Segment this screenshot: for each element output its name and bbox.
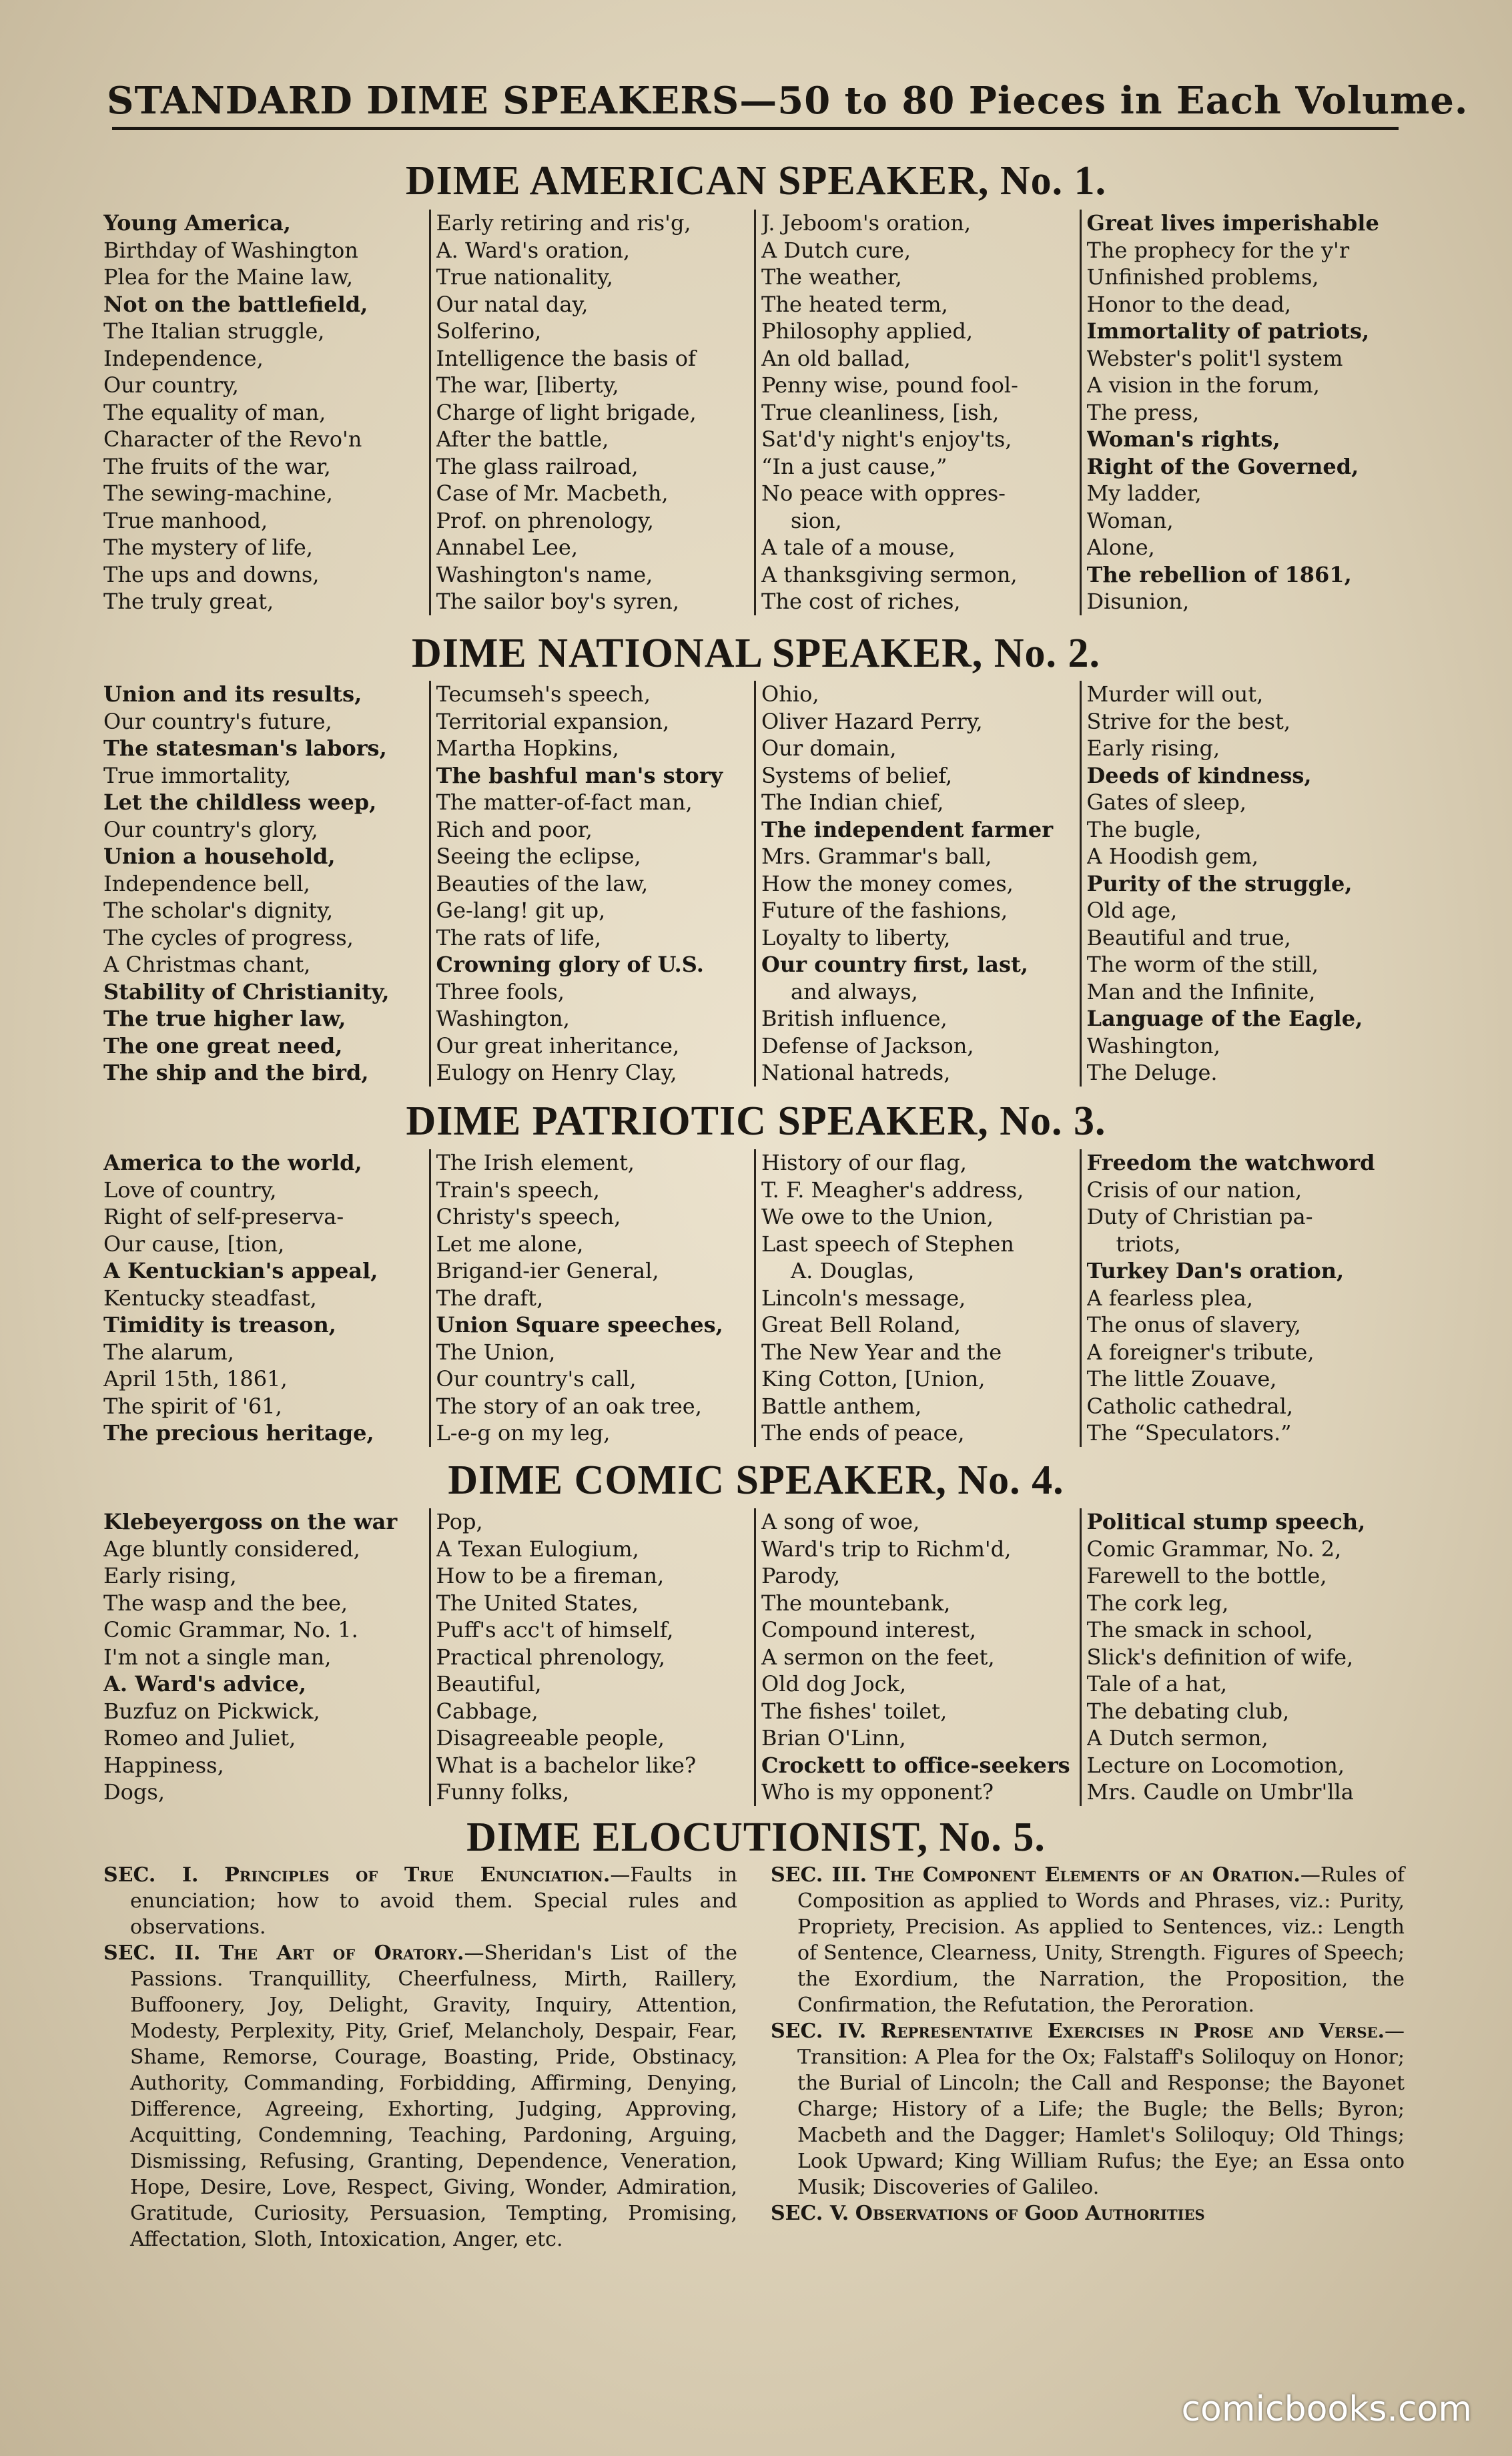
list-item: The scholar's dignity, xyxy=(103,898,334,923)
list-item: The spirit of '61, xyxy=(103,1393,282,1419)
list-item: Mrs. Grammar's ball, xyxy=(761,844,992,869)
list-item: The sewing-machine, xyxy=(103,481,333,506)
list-item: The alarum, xyxy=(103,1339,234,1365)
list-item: Independence bell, xyxy=(103,870,310,896)
column-1 xyxy=(103,1149,429,1447)
list-item: True immortality, xyxy=(103,762,292,788)
list-item: Washington's name, xyxy=(436,561,653,587)
list-item: Martha Hopkins, xyxy=(436,735,619,761)
list-item: Penny wise, pound fool- xyxy=(761,372,1018,398)
elocution-section xyxy=(771,2200,1405,2226)
list-item: Systems of belief, xyxy=(761,762,953,788)
list-item: Cabbage, xyxy=(436,1698,538,1724)
list-item: The mystery of life, xyxy=(103,535,313,560)
list-item: The fruits of the war, xyxy=(103,453,331,479)
section-label: SEC. I. xyxy=(103,1863,199,1887)
list-item: Eulogy on Henry Clay, xyxy=(436,1060,677,1085)
list-item: Character of the Revo'n xyxy=(103,426,362,452)
list-item: The prophecy for the y'r xyxy=(1086,237,1350,263)
list-item: Our country first, last, xyxy=(761,952,1028,977)
section-title-5: DIME ELOCUTIONIST, No. 5. xyxy=(466,1815,1046,1860)
list-item: Last speech of Stephen xyxy=(761,1231,1014,1257)
list-item: No peace with oppres- xyxy=(761,481,1006,506)
list-item: Alone, xyxy=(1086,535,1155,560)
elocution-section xyxy=(771,1862,1405,2018)
column-1 xyxy=(103,681,429,1087)
list-item: Who is my opponent? xyxy=(761,1779,994,1805)
section-4-list xyxy=(103,1508,1405,1806)
list-item: Funny folks, xyxy=(436,1779,570,1805)
list-item: The rebellion of 1861, xyxy=(1086,561,1352,587)
list-item: The true higher law, xyxy=(103,1006,346,1031)
column-1 xyxy=(103,1508,429,1806)
list-item: Beautiful, xyxy=(436,1671,542,1697)
list-item: Farewell to the bottle, xyxy=(1086,1563,1327,1588)
section-label: SEC. V. xyxy=(771,2202,849,2225)
list-item: Disunion, xyxy=(1086,589,1190,614)
list-item: The story of an oak tree, xyxy=(436,1393,702,1419)
list-item: The cork leg, xyxy=(1086,1590,1229,1616)
list-item: Our country, xyxy=(103,372,239,398)
list-item: My ladder, xyxy=(1086,481,1202,506)
list-item: A. Ward's advice, xyxy=(103,1671,307,1697)
elocutionist-right-column xyxy=(771,1862,1405,2252)
list-item: Crisis of our nation, xyxy=(1086,1177,1302,1203)
column-2 xyxy=(429,1149,755,1447)
list-item: The rats of life, xyxy=(436,924,602,950)
list-item: Rich and poor, xyxy=(436,816,593,842)
list-item: Christy's speech, xyxy=(436,1204,621,1229)
list-item: Right of the Governed, xyxy=(1086,453,1359,479)
list-item: National hatreds, xyxy=(761,1060,951,1085)
list-item: Solferino, xyxy=(436,318,542,344)
list-item: A. Ward's oration, xyxy=(436,237,631,263)
column-3 xyxy=(754,681,1080,1087)
list-item: Let me alone, xyxy=(436,1231,584,1257)
list-item: The glass railroad, xyxy=(436,453,639,479)
list-item: The fishes' toilet, xyxy=(761,1698,948,1724)
list-item: The United States, xyxy=(436,1590,639,1616)
list-item: The Union, xyxy=(436,1339,556,1365)
list-item: British influence, xyxy=(761,1006,948,1031)
list-item: Great lives imperishable xyxy=(1086,210,1379,236)
list-item: Gates of sleep, xyxy=(1086,790,1246,815)
list-item: A Christmas chant, xyxy=(103,952,311,977)
section-heading: Representative Exercises in Prose and Verse. xyxy=(880,2020,1385,2043)
column-4 xyxy=(1080,1149,1405,1447)
list-item: Deeds of kindness, xyxy=(1086,762,1312,788)
list-item: Brigand-ier General, xyxy=(436,1258,659,1283)
list-item: Annabel Lee, xyxy=(436,535,579,560)
section-1-list xyxy=(103,210,1405,615)
list-item: King Cotton, [Union, xyxy=(761,1366,986,1392)
list-item: The ups and downs, xyxy=(103,561,320,587)
list-item: The mountebank, xyxy=(761,1590,951,1616)
list-item: Murder will out, xyxy=(1086,681,1264,707)
list-item: Practical phrenology, xyxy=(436,1644,666,1670)
list-item: Our cause, [tion, xyxy=(103,1231,285,1257)
list-item: How the money comes, xyxy=(761,870,1014,896)
list-item: Right of self-preserva- xyxy=(103,1204,344,1229)
list-item: After the battle, xyxy=(436,426,609,452)
list-item: Early rising, xyxy=(1086,735,1220,761)
list-item: A thanksgiving sermon, xyxy=(761,561,1018,587)
list-item: Love of country, xyxy=(103,1177,277,1203)
list-item: Puff's acc't of himself, xyxy=(436,1617,674,1642)
elocution-section xyxy=(103,1862,737,1940)
list-item: The weather, xyxy=(761,264,902,290)
list-item: Union a household, xyxy=(103,844,336,869)
list-item: The bugle, xyxy=(1086,816,1202,842)
list-item: The wasp and the bee, xyxy=(103,1590,348,1616)
list-item: Ward's trip to Richm'd, xyxy=(761,1536,1012,1562)
section-2-list xyxy=(103,681,1405,1087)
list-item: A fearless plea, xyxy=(1086,1285,1254,1311)
list-item: Kentucky steadfast, xyxy=(103,1285,317,1311)
list-item: The one great need, xyxy=(103,1032,343,1058)
list-item: Lecture on Locomotion, xyxy=(1086,1752,1345,1778)
list-item: The smack in school, xyxy=(1086,1617,1313,1642)
list-item: Union Square speeches, xyxy=(436,1312,723,1337)
list-item: Mrs. Caudle on Umbr'lla xyxy=(1086,1779,1354,1805)
list-item: The bashful man's story xyxy=(436,762,723,788)
list-item: Battle anthem, xyxy=(761,1393,922,1419)
section-body: —Transition: A Plea for the Ox; Falstaff's Soliloquy on Honor; the Burial of Lincoln; the Call and Response; the Bayonet Charge; History of a Life; the Bugle; the Bells; Byron; Macbeth and the Dagger; Hamlet's Soliloquy; Old Things; Look Upward; King William Rufus; the Eye; an Essa onto Musik; Discoveries of Galileo. xyxy=(797,2020,1405,2199)
list-item: Compound interest, xyxy=(761,1617,977,1642)
list-item: Our great inheritance, xyxy=(436,1032,680,1058)
list-item: The worm of the still, xyxy=(1086,952,1319,977)
list-item: A Dutch cure, xyxy=(761,237,911,263)
list-item: The statesman's labors, xyxy=(103,735,387,761)
list-item: Comic Grammar, No. 2, xyxy=(1086,1536,1342,1562)
list-item: The Italian struggle, xyxy=(103,318,325,344)
list-item: Seeing the eclipse, xyxy=(436,844,641,869)
list-item: Three fools, xyxy=(436,978,564,1004)
column-3 xyxy=(754,1149,1080,1447)
list-item: The Indian chief, xyxy=(761,790,944,815)
column-2 xyxy=(429,210,755,615)
list-item: Independence, xyxy=(103,345,264,371)
list-item: Young America, xyxy=(103,210,291,236)
section-3-list xyxy=(103,1149,1405,1447)
list-item: Crockett to office-seekers xyxy=(761,1752,1070,1778)
list-item: Intelligence the basis of xyxy=(436,345,696,371)
list-item: Our country's call, xyxy=(436,1366,637,1392)
list-item: Old dog Jock, xyxy=(761,1671,907,1697)
section-body: —Sheridan's List of the Passions. Tranquillity, Cheerfulness, Mirth, Raillery, Buffoonery, Joy, Delight, Gravity, Inquiry, Attention, Modesty, Perplexity, Pity, Grief, Melancholy, Despair, Fear, Shame, Remorse, Courage, Boasting, Pride, Obstinacy, Authority, Commanding, Forbidding, Affirming, Denying, Difference, Agreeing, Exhorting, Judging, Approving, Acquitting, Condemning, Teaching, Pardoning, Arguing, Dismissing, Refusing, Granting, Dependence, Veneration, Hope, Desire, Love, Respect, Giving, Wonder, Admiration, Gratitude, Curiosity, Persuasion, Tempting, Promising, Affectation, Sloth, Intoxication, Anger, etc. xyxy=(130,1941,737,2251)
list-item: sion, xyxy=(791,507,842,533)
list-item: Duty of Christian pa- xyxy=(1086,1204,1313,1229)
list-item: Charge of light brigade, xyxy=(436,399,697,425)
list-item: The matter-of-fact man, xyxy=(436,790,693,815)
list-item: I'm not a single man, xyxy=(103,1644,332,1670)
elocution-section xyxy=(103,1940,737,2252)
list-item: J. Jeboom's oration, xyxy=(761,210,971,236)
section-body: —Faults in enunciation; how to avoid them. Special rules and observations. xyxy=(130,1863,738,1939)
list-item: A Dutch sermon, xyxy=(1086,1725,1268,1751)
list-item: The little Zouave, xyxy=(1086,1366,1277,1392)
list-item: The New Year and the xyxy=(761,1339,1002,1365)
list-item: A. Douglas, xyxy=(791,1258,915,1283)
section-title-2: DIME NATIONAL SPEAKER, No. 2. xyxy=(411,631,1101,676)
list-item: A foreigner's tribute, xyxy=(1086,1339,1314,1365)
list-item: Klebeyergoss on the war xyxy=(103,1509,398,1534)
list-item: A Kentuckian's appeal, xyxy=(103,1258,378,1283)
list-item: The heated term, xyxy=(761,291,948,317)
list-item: “In a just cause,” xyxy=(761,453,948,479)
list-item: Strive for the best, xyxy=(1086,708,1291,734)
list-item: The draft, xyxy=(436,1285,544,1311)
list-item: Our country's future, xyxy=(103,708,332,734)
list-item: Oliver Hazard Perry, xyxy=(761,708,983,734)
list-item: The Irish element, xyxy=(436,1150,635,1175)
list-item: Purity of the struggle, xyxy=(1086,870,1353,896)
list-item: Stability of Christianity, xyxy=(103,978,390,1004)
list-item: True manhood, xyxy=(103,507,268,533)
column-4 xyxy=(1080,210,1405,615)
list-item: Buzfuz on Pickwick, xyxy=(103,1698,320,1724)
list-item: A song of woe, xyxy=(761,1509,920,1534)
list-item: The truly great, xyxy=(103,589,274,614)
list-item: The cycles of progress, xyxy=(103,924,354,950)
list-item: Honor to the dead, xyxy=(1086,291,1292,317)
column-4 xyxy=(1080,681,1405,1087)
list-item: Parody, xyxy=(761,1563,841,1588)
list-item: The war, [liberty, xyxy=(436,372,619,398)
column-3 xyxy=(754,1508,1080,1806)
list-item: Age bluntly considered, xyxy=(103,1536,360,1562)
list-item: Case of Mr. Macbeth, xyxy=(436,481,669,506)
list-item: The independent farmer xyxy=(761,816,1054,842)
list-item: Future of the fashions, xyxy=(761,898,1008,923)
list-item: Union and its results, xyxy=(103,681,362,707)
list-item: Great Bell Roland, xyxy=(761,1312,961,1337)
list-item: The cost of riches, xyxy=(761,589,961,614)
list-item: April 15th, 1861, xyxy=(103,1366,288,1392)
section-label: SEC. II. xyxy=(103,1941,201,1965)
list-item: Brian O'Linn, xyxy=(761,1725,906,1751)
list-item: Woman, xyxy=(1086,507,1174,533)
list-item: Let the childless weep, xyxy=(103,790,377,815)
list-item: Defense of Jackson, xyxy=(761,1032,974,1058)
list-item: America to the world, xyxy=(103,1150,362,1175)
list-item: Territorial expansion, xyxy=(436,708,670,734)
list-item: Our country's glory, xyxy=(103,816,318,842)
list-item: The sailor boy's syren, xyxy=(436,589,679,614)
list-item: The equality of man, xyxy=(103,399,326,425)
list-item: Tale of a hat, xyxy=(1086,1671,1228,1697)
list-item: Unfinished problems, xyxy=(1086,264,1319,290)
list-item: Man and the Infinite, xyxy=(1086,978,1316,1004)
list-item: Lincoln's message, xyxy=(761,1285,966,1311)
column-4 xyxy=(1080,1508,1405,1806)
column-2 xyxy=(429,1508,755,1806)
list-item: Beauties of the law, xyxy=(436,870,649,896)
list-item: Sat'd'y night's enjoy'ts, xyxy=(761,426,1012,452)
list-item: and always, xyxy=(791,978,918,1004)
list-item: Beautiful and true, xyxy=(1086,924,1291,950)
list-item: Old age, xyxy=(1086,898,1178,923)
column-1 xyxy=(103,210,429,615)
elocution-section xyxy=(771,2018,1405,2200)
list-item: Early rising, xyxy=(103,1563,237,1588)
list-item: An old ballad, xyxy=(761,345,911,371)
list-item: Timidity is treason, xyxy=(103,1312,336,1337)
list-item: Pop, xyxy=(436,1509,483,1534)
list-item: A sermon on the feet, xyxy=(761,1644,995,1670)
list-item: A Texan Eulogium, xyxy=(436,1536,639,1562)
list-item: True nationality, xyxy=(436,264,613,290)
section-label: SEC. IV. xyxy=(771,2020,867,2043)
list-item: A vision in the forum, xyxy=(1086,372,1320,398)
list-item: Romeo and Juliet, xyxy=(103,1725,296,1751)
list-item: Turkey Dan's oration, xyxy=(1086,1258,1345,1283)
list-item: Catholic cathedral, xyxy=(1086,1393,1294,1419)
watermark: comicbooks.com xyxy=(1181,2389,1472,2429)
list-item: L-e-g on my leg, xyxy=(436,1420,611,1446)
list-item: Our domain, xyxy=(761,735,897,761)
list-item: The precious heritage, xyxy=(103,1420,374,1446)
list-item: The “Speculators.” xyxy=(1086,1420,1292,1446)
section-label: SEC. III. xyxy=(771,1863,867,1887)
list-item: Prof. on phrenology, xyxy=(436,507,654,533)
list-item: The onus of slavery, xyxy=(1086,1312,1301,1337)
list-item: Our natal day, xyxy=(436,291,589,317)
section-body: —Rules of Composition as applied to Words and Phrases, viz.: Purity, Propriety, Precision. As applied to Sentences, viz.: Length of Sentence, Clearness, Unity, Strength. Figures of Speech; the Exordium, the Narration, the Proposition, the Confirmation, the Refutation, the Peroration. xyxy=(797,1863,1405,2017)
list-item: Washington, xyxy=(436,1006,570,1031)
page-header: STANDARD DIME SPEAKERS—50 to 80 Pieces in Each Volume. xyxy=(107,79,1469,123)
section-heading: The Art of Oratory. xyxy=(218,1941,464,1965)
list-item: True cleanliness, [ish, xyxy=(761,399,1000,425)
list-item: Plea for the Maine law, xyxy=(103,264,353,290)
list-item: How to be a fireman, xyxy=(436,1563,665,1588)
list-item: Ohio, xyxy=(761,681,819,707)
list-item: A tale of a mouse, xyxy=(761,535,956,560)
header-rule xyxy=(112,127,1399,130)
list-item: We owe to the Union, xyxy=(761,1204,994,1229)
list-item: Language of the Eagle, xyxy=(1086,1006,1363,1031)
list-item: Birthday of Washington xyxy=(103,237,358,263)
list-item: Early retiring and ris'g, xyxy=(436,210,691,236)
list-item: Train's speech, xyxy=(436,1177,600,1203)
list-item: Happiness, xyxy=(103,1752,224,1778)
list-item: T. F. Meagher's address, xyxy=(761,1177,1024,1203)
elocutionist-contents xyxy=(103,1862,1405,2252)
list-item: Freedom the watchword xyxy=(1086,1150,1375,1175)
list-item: The ends of peace, xyxy=(761,1420,965,1446)
list-item: Philosophy applied, xyxy=(761,318,974,344)
list-item: The debating club, xyxy=(1086,1698,1290,1724)
list-item: What is a bachelor like? xyxy=(436,1752,697,1778)
column-3 xyxy=(754,210,1080,615)
section-heading: Observations of Good Authorities xyxy=(855,2202,1205,2225)
list-item: Woman's rights, xyxy=(1086,426,1280,452)
list-item: Webster's polit'l system xyxy=(1086,345,1343,371)
list-item: Dogs, xyxy=(103,1779,165,1805)
column-2 xyxy=(429,681,755,1087)
list-item: Loyalty to liberty, xyxy=(761,924,951,950)
section-heading: The Component Elements of an Oration. xyxy=(875,1863,1300,1887)
list-item: The ship and the bird, xyxy=(103,1060,369,1085)
list-item: Ge-lang! git up, xyxy=(436,898,606,923)
list-item: Political stump speech, xyxy=(1086,1509,1366,1534)
section-title-1: DIME AMERICAN SPEAKER, No. 1. xyxy=(405,158,1107,204)
list-item: Tecumseh's speech, xyxy=(436,681,651,707)
list-item: Slick's definition of wife, xyxy=(1086,1644,1354,1670)
list-item: Comic Grammar, No. 1. xyxy=(103,1617,358,1642)
list-item: A Hoodish gem, xyxy=(1086,844,1259,869)
elocutionist-left-column xyxy=(103,1862,737,2252)
list-item: triots, xyxy=(1116,1231,1181,1257)
list-item: Washington, xyxy=(1086,1032,1220,1058)
list-item: Crowning glory of U.S. xyxy=(436,952,704,977)
section-title-4: DIME COMIC SPEAKER, No. 4. xyxy=(448,1458,1064,1503)
section-heading: Principles of True Enunciation. xyxy=(224,1863,611,1887)
list-item: The Deluge. xyxy=(1086,1060,1218,1085)
list-item: Disagreeable people, xyxy=(436,1725,665,1751)
list-item: Not on the battlefield, xyxy=(103,291,368,317)
list-item: Immortality of patriots, xyxy=(1086,318,1370,344)
list-item: The press, xyxy=(1086,399,1200,425)
list-item: History of our flag, xyxy=(761,1150,967,1175)
section-title-3: DIME PATRIOTIC SPEAKER, No. 3. xyxy=(406,1099,1106,1144)
